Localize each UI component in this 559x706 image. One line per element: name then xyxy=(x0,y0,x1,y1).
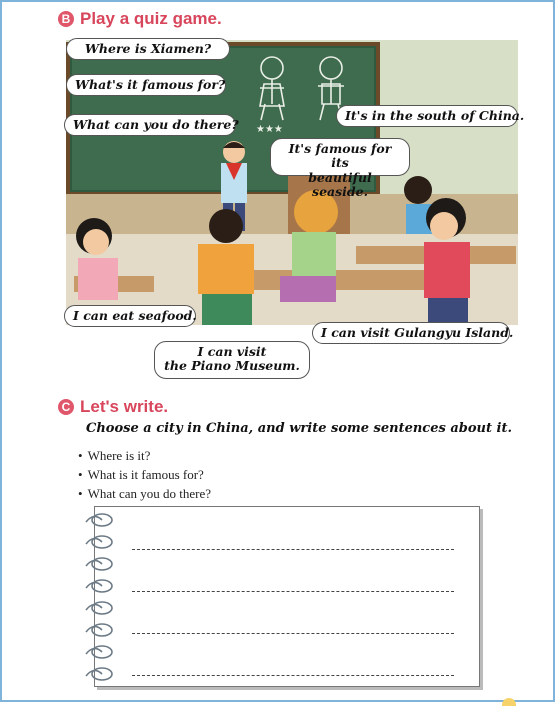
bubble-piano-museum xyxy=(154,341,310,379)
bubble-piano-line-1: I can visit xyxy=(197,344,267,359)
writing-line[interactable] xyxy=(132,591,454,592)
page-corner-decoration xyxy=(502,698,516,706)
bubble-where-is-xiamen: Where is Xiamen? xyxy=(66,38,230,60)
bubble-piano-line-2: the Piano Museum. xyxy=(164,358,300,374)
section-b-header xyxy=(58,9,222,29)
bubble-seaside-line-1: It's famous for its xyxy=(288,141,392,171)
writing-line[interactable] xyxy=(132,675,454,676)
bubble-seaside-line-2: beautiful seaside. xyxy=(308,169,372,200)
section-b-title: Play a quiz game. xyxy=(80,9,222,28)
notebook-rings xyxy=(80,510,120,686)
question-item: • What is it famous for? xyxy=(78,465,211,484)
writing-instruction: Choose a city in China, and write some sentences about it. xyxy=(86,421,512,436)
section-c-header xyxy=(58,397,168,417)
bubble-south-of-china: It's in the south of China. xyxy=(336,105,518,127)
notebook-writing-area xyxy=(94,506,480,687)
svg-text:★★★: ★★★ xyxy=(256,124,283,135)
question-list xyxy=(78,446,211,503)
writing-line[interactable] xyxy=(132,549,454,550)
bubble-gulangyu-island: I can visit Gulangyu Island. xyxy=(312,322,510,344)
section-c-badge: C xyxy=(58,399,74,415)
bubble-eat-seafood: I can eat seafood. xyxy=(64,305,196,327)
section-c-title: Let's write. xyxy=(80,397,169,416)
question-item: • Where is it? xyxy=(78,446,211,465)
bubble-famous-seaside xyxy=(270,138,410,200)
bubble-what-can-you-do: What can you do there? xyxy=(64,114,236,136)
question-item: • What can you do there? xyxy=(78,484,211,503)
section-b-badge: B xyxy=(58,11,74,27)
bubble-famous-for: What's it famous for? xyxy=(66,74,226,96)
writing-line[interactable] xyxy=(132,633,454,634)
